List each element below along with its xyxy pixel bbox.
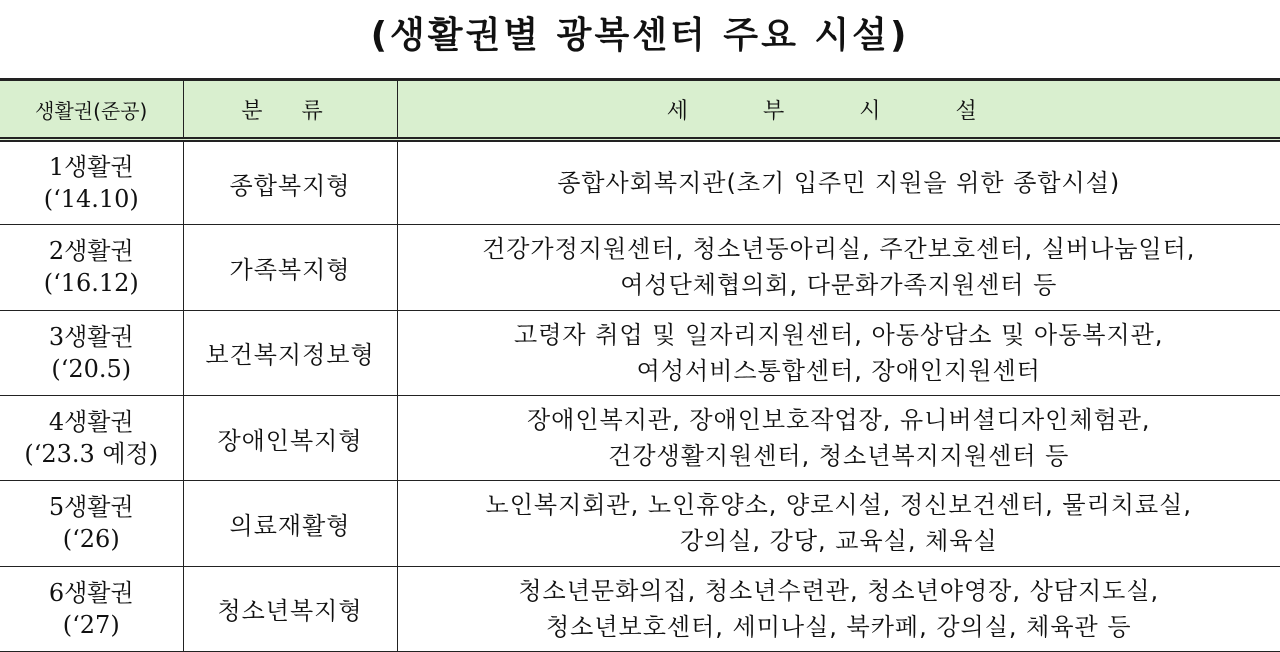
facility-table xyxy=(0,78,1280,652)
details-line: 여성단체협의회, 다문화가족지원센터 등 xyxy=(620,271,1058,300)
category-cell: 장애인복지형 xyxy=(183,395,397,480)
table-row xyxy=(0,481,1280,566)
zone-cell xyxy=(0,310,183,395)
details-line: 여성서비스통합센터, 장애인지원센터 xyxy=(636,356,1041,385)
table-row xyxy=(0,310,1280,395)
zone-cell xyxy=(0,395,183,480)
category-cell: 가족복지형 xyxy=(183,225,397,310)
details-line: 건강생활지원센터, 청소년복지지원센터 등 xyxy=(608,442,1070,471)
zone-name: 5생활권 xyxy=(48,493,134,522)
category-cell: 의료재활형 xyxy=(183,481,397,566)
zone-date: (‘20.5) xyxy=(51,354,132,383)
zone-cell xyxy=(0,225,183,310)
table-header-row xyxy=(0,80,1280,140)
zone-cell xyxy=(0,140,183,225)
zone-name: 4생활권 xyxy=(48,408,134,437)
details-line: 장애인복지관, 장애인보호작업장, 유니버셜디자인체험관, xyxy=(526,406,1151,435)
zone-date: (‘16.12) xyxy=(43,269,139,298)
zone-name: 6생활권 xyxy=(48,578,134,607)
details-cell xyxy=(397,566,1280,651)
details-line: 종합사회복지관(초기 입주민 지원을 위한 종합시설) xyxy=(557,169,1121,198)
table-row xyxy=(0,225,1280,310)
details-line: 강의실, 강당, 교육실, 체육실 xyxy=(679,527,998,556)
details-line: 건강가정지원센터, 청소년동아리실, 주간보호센터, 실버나눔일터, xyxy=(482,235,1196,264)
details-cell xyxy=(397,225,1280,310)
details-line: 청소년보호센터, 세미나실, 북카페, 강의실, 체육관 등 xyxy=(545,612,1132,641)
details-line: 노인복지회관, 노인휴양소, 양로시설, 정신보건센터, 물리치료실, xyxy=(485,491,1192,520)
header-zone: 생활권(준공) xyxy=(0,80,183,140)
details-cell xyxy=(397,140,1280,225)
details-cell xyxy=(397,395,1280,480)
table-row xyxy=(0,140,1280,225)
details-line: 고령자 취업 및 일자리지원센터, 아동상담소 및 아동복지관, xyxy=(514,320,1164,349)
zone-cell xyxy=(0,566,183,651)
details-cell xyxy=(397,481,1280,566)
zone-name: 2생활권 xyxy=(48,237,134,266)
zone-cell xyxy=(0,481,183,566)
table-row xyxy=(0,395,1280,480)
header-details: 세 부 시 설 xyxy=(397,80,1280,140)
category-cell: 보건복지정보형 xyxy=(183,310,397,395)
zone-name: 3생활권 xyxy=(48,322,134,351)
zone-date: (‘27) xyxy=(62,610,120,639)
zone-date: (‘14.10) xyxy=(43,185,139,214)
details-line: 청소년문화의집, 청소년수련관, 청소년야영장, 상담지도실, xyxy=(518,576,1160,605)
zone-name: 1생활권 xyxy=(48,153,134,182)
table-row xyxy=(0,566,1280,651)
category-cell: 청소년복지형 xyxy=(183,566,397,651)
header-category: 분 류 xyxy=(183,80,397,140)
category-cell: 종합복지형 xyxy=(183,140,397,225)
zone-date: (‘26) xyxy=(62,525,120,554)
page-title: (생활권별 광복센터 주요 시설) xyxy=(370,15,910,56)
zone-date: (‘23.3 예정) xyxy=(24,440,159,469)
details-cell xyxy=(397,310,1280,395)
